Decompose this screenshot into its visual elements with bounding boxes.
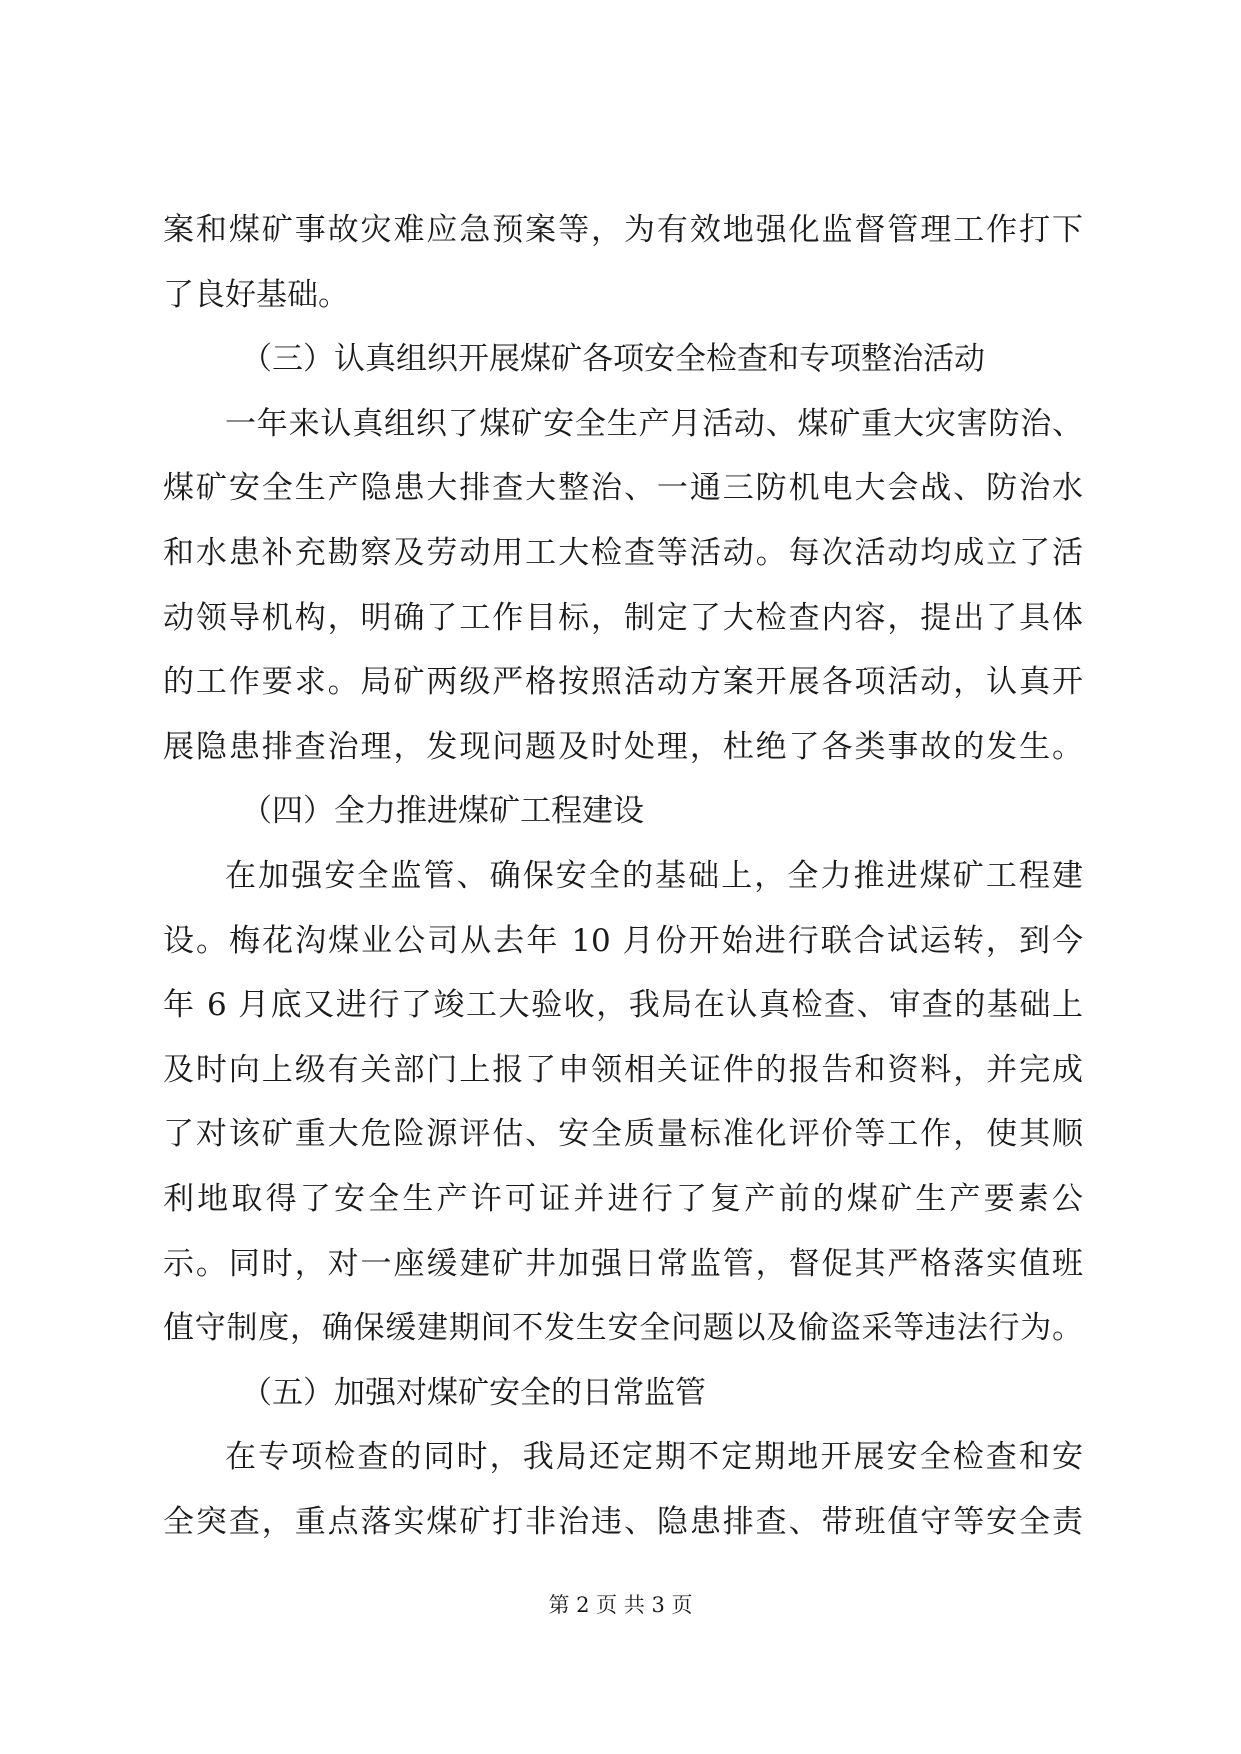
paragraph-line: 的工作要求。局矿两级严格按照活动方案开展各项活动，认真开 (163, 664, 1083, 701)
paragraph-line: 及时向上级有关部门上报了申领相关证件的报告和资料，并完成 (163, 1051, 1083, 1088)
paragraph-line: 示。同时，对一座缓建矿井加强日常监管，督促其严格落实值班 (163, 1245, 1083, 1282)
paragraph-line: 和水患补充勘察及劳动用工大检查等活动。每次活动均成立了活 (163, 534, 1083, 571)
paragraph-line: 在加强安全监管、确保安全的基础上，全力推进煤矿工程建 (225, 857, 1083, 894)
paragraph-line: 设。梅花沟煤业公司从去年 10 月份开始进行联合试运转，到今 (163, 922, 1083, 959)
page-footer: 第 2 页 共 3 页 (548, 1593, 693, 1617)
paragraph-line: 在专项检查的同时，我局还定期不定期地开展安全检查和安 (225, 1439, 1083, 1476)
paragraph-line: 动领导机构，明确了工作目标，制定了大检查内容，提出了具体 (163, 599, 1083, 636)
paragraph-line: 案和煤矿事故灾难应急预案等，为有效地强化监督管理工作打下 (163, 212, 1083, 248)
section-heading: （三）认真组织开展煤矿各项安全检查和专项整治活动 (241, 341, 985, 378)
paragraph-line: 了对该矿重大危险源评估、安全质量标准化评价等工作，使其顺 (163, 1116, 1083, 1153)
paragraph-line: 一年来认真组织了煤矿安全生产月活动、煤矿重大灾害防治、 (225, 405, 1083, 442)
paragraph-line: 年 6 月底又进行了竣工大验收，我局在认真检查、审查的基础上 (163, 987, 1083, 1024)
section-heading: （四）全力推进煤矿工程建设 (241, 793, 644, 830)
document-body (163, 198, 1083, 1554)
paragraph-line: 展隐患排查治理，发现问题及时处理，杜绝了各类事故的发生。 (163, 728, 1083, 765)
paragraph-line: 全突查，重点落实煤矿打非治违、隐患排查、带班值守等安全责 (163, 1503, 1083, 1540)
paragraph-line: 煤矿安全生产隐患大排查大整治、一通三防机电大会战、防治水 (163, 470, 1083, 507)
paragraph-line: 值守制度，确保缓建期间不发生安全问题以及偷盗采等违法行为。 (163, 1310, 1083, 1347)
section-heading: （五）加强对煤矿安全的日常监管 (241, 1374, 706, 1411)
paragraph-line: 了良好基础。 (163, 276, 349, 313)
paragraph-line: 利地取得了安全生产许可证并进行了复产前的煤矿生产要素公 (163, 1180, 1083, 1217)
